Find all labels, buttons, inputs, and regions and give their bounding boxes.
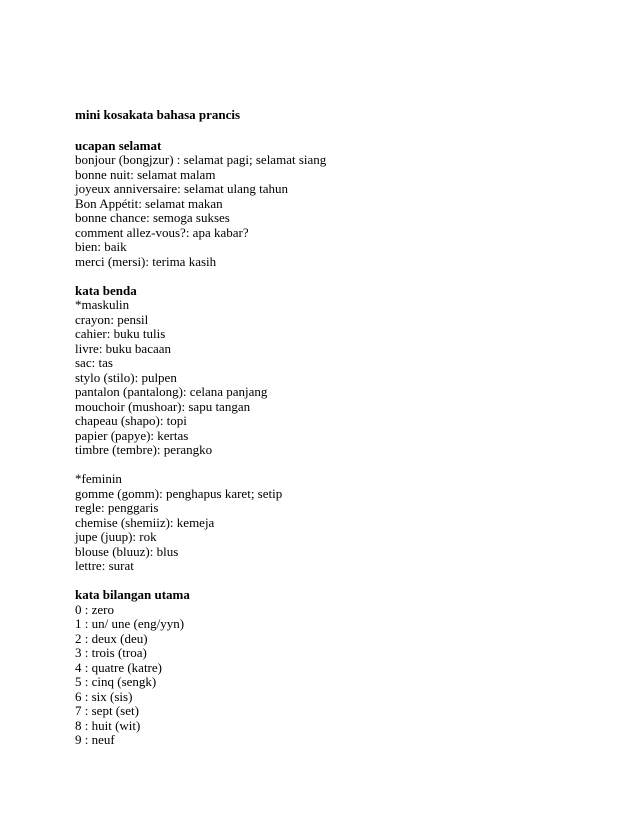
text-line: 1 : un/ une (eng/yyn) (75, 616, 185, 631)
text-line: crayon: pensil (75, 311, 149, 327)
text-line: 3 : trois (troa) (75, 645, 147, 660)
text-line: gomme (gomm): penghapus karet; setip (75, 485, 283, 501)
text-line: bonne nuit: selamat malam (75, 166, 216, 182)
text-line: bien: baik (75, 239, 127, 254)
section-nouns (75, 284, 595, 574)
text-line: jupe (juup): rok (75, 529, 157, 544)
text-line: pantalon (pantalong): celana panjang (75, 384, 268, 399)
text-line: livre: buku bacaan (75, 340, 172, 356)
text-line: 5 : cinq (sengk) (75, 674, 157, 689)
document-title: mini kosakata bahasa prancis (75, 107, 241, 122)
text-line: timbre (tembre): perangko (75, 442, 213, 457)
text-line: 0 : zero (75, 601, 114, 617)
text-line: papier (papye): kertas (75, 427, 189, 443)
section-cardinal-numbers (75, 588, 595, 748)
text-line: comment allez-vous?: apa kabar? (75, 224, 249, 240)
text-line: regle: penggaris (75, 500, 159, 515)
section-heading: kata benda (75, 282, 137, 298)
text-line: 2 : deux (deu) (75, 630, 148, 646)
text-line: chapeau (shapo): topi (75, 413, 187, 428)
text-line: sac: tas (75, 355, 113, 370)
document-page (75, 108, 595, 762)
text-line: bonjour (bongjzur) : selamat pagi; selamat siang (75, 152, 327, 167)
section-heading: kata bilangan utama (75, 587, 190, 602)
text-line: chemise (shemiiz): kemeja (75, 514, 215, 530)
text-line: mouchoir (mushoar): sapu tangan (75, 398, 251, 414)
text-line: 9 : neuf (75, 732, 115, 747)
text-line: 6 : six (sis) (75, 688, 133, 704)
text-line: cahier: buku tulis (75, 326, 166, 341)
text-line: 8 : huit (wit) (75, 717, 141, 733)
section-heading: ucapan selamat (75, 137, 162, 153)
subheading-feminine: *feminin (75, 471, 122, 486)
text-line: merci (mersi): terima kasih (75, 253, 217, 269)
blank-line (75, 458, 595, 473)
subheading-masculine: *maskulin (75, 297, 130, 312)
text-line: joyeux anniversaire: selamat ulang tahun (75, 181, 288, 196)
text-line: stylo (stilo): pulpen (75, 369, 177, 385)
text-line: blouse (bluuz): blus (75, 543, 179, 559)
text-line: lettre: surat (75, 558, 134, 573)
text-line: 7 : sept (set) (75, 703, 139, 718)
section-greetings (75, 139, 595, 270)
text-line: Bon Appétit: selamat makan (75, 195, 223, 211)
text-line: 4 : quatre (katre) (75, 659, 162, 675)
text-line: bonne chance: semoga sukses (75, 210, 230, 225)
